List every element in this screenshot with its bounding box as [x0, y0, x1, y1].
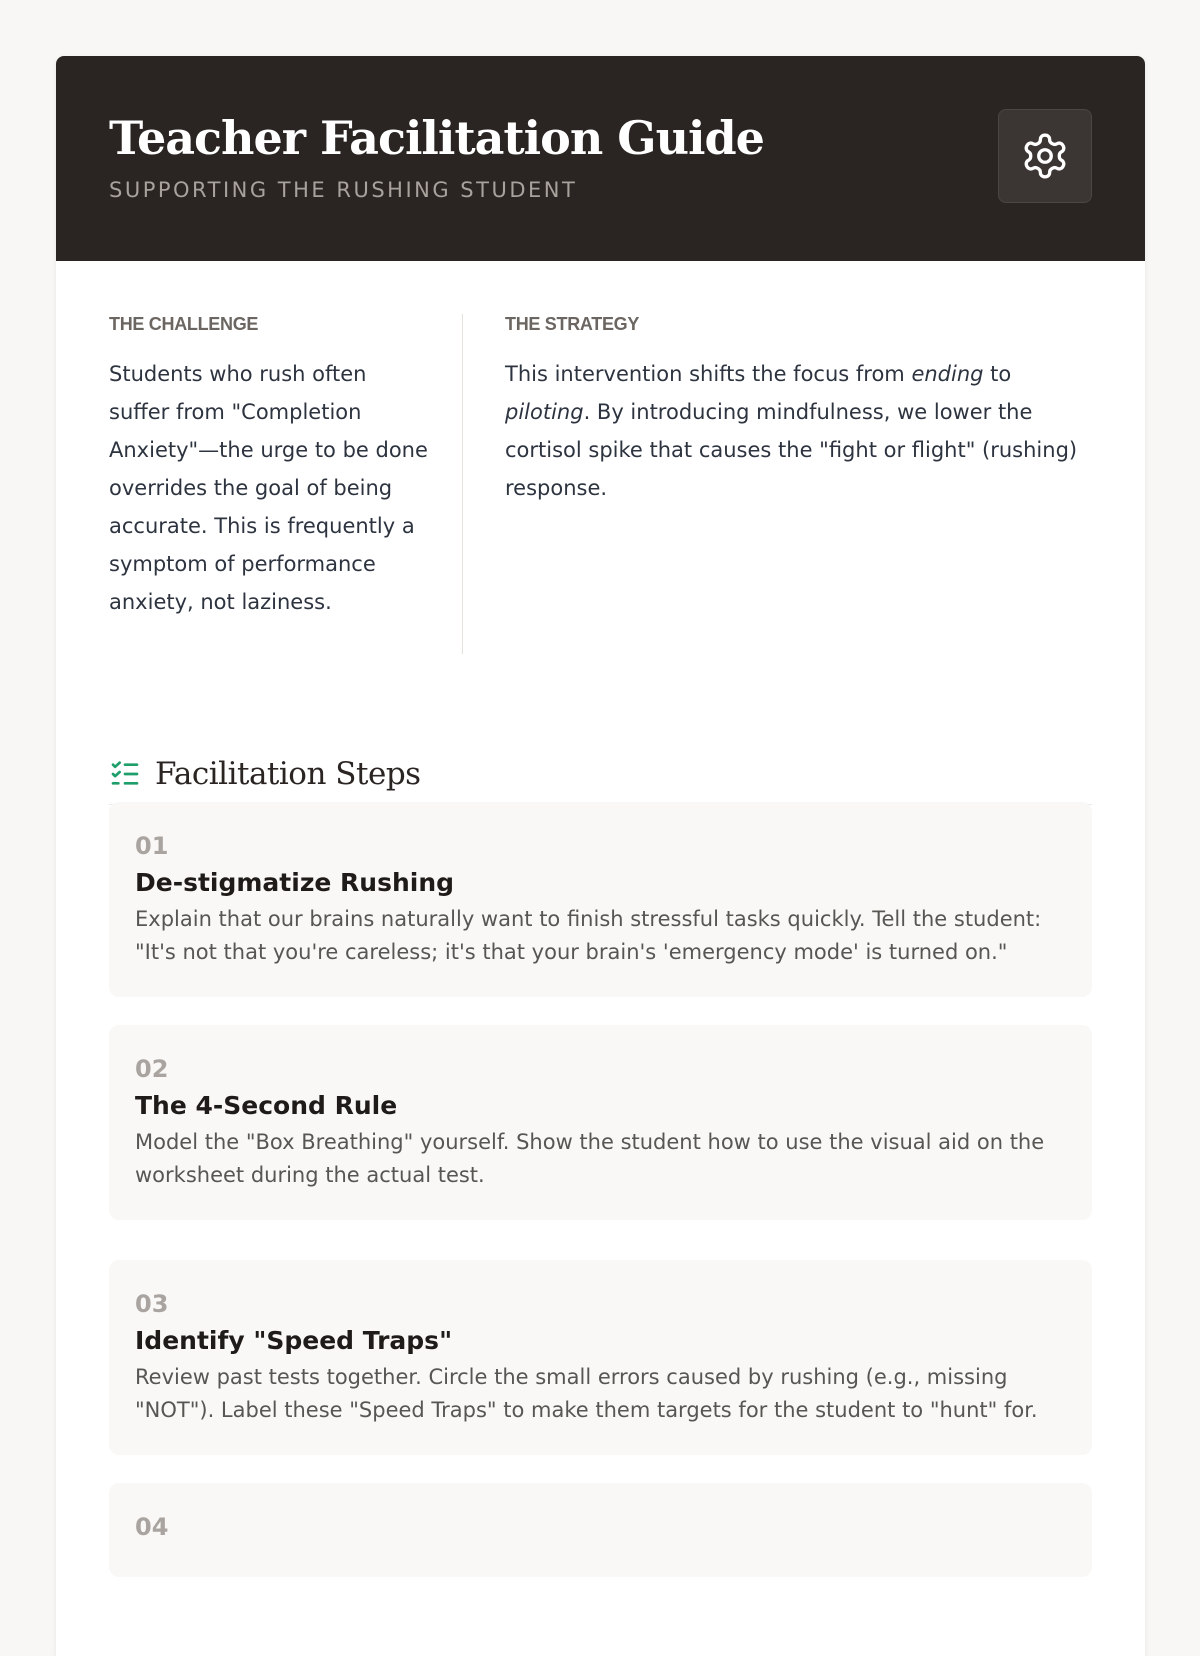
step-description: Model the "Box Breathing" yourself. Show the student how to use the visual aid on the worksheet during the actual test. [135, 1130, 1045, 1187]
steps-section-header [109, 744, 1092, 805]
settings-button[interactable] [998, 109, 1092, 203]
page-title: Teacher Facilitation Guide [109, 111, 764, 165]
strategy-label: THE STRATEGY [505, 314, 640, 334]
step-title: De-stigmatize Rushing [135, 868, 455, 897]
strategy-emphasis-ending: ending [911, 362, 984, 386]
guide-card [56, 56, 1145, 1656]
strategy-text-part: This intervention shifts the focus from [505, 362, 912, 386]
step-description: Explain that our brains naturally want to finish stressful tasks quickly. Tell the student: "It's not that you're careless; it's that your brain's 'emergency mode' is turned on." [135, 907, 1042, 964]
step-number: 03 [135, 1290, 169, 1318]
step-description: Review past tests together. Circle the small errors caused by rushing (e.g., missing "NOT"). Label these "Speed Traps" to make them targets for the student to "hunt" for. [135, 1365, 1038, 1422]
steps-heading: Facilitation Steps [155, 756, 421, 792]
step-card[interactable] [109, 802, 1092, 997]
step-card[interactable] [109, 1260, 1092, 1455]
step-number: 04 [135, 1513, 169, 1541]
challenge-label: THE CHALLENGE [109, 314, 259, 334]
steps-list [109, 802, 1092, 1605]
step-number: 02 [135, 1055, 169, 1083]
intro-section [109, 314, 1092, 654]
strategy-emphasis-piloting: piloting [505, 400, 584, 424]
gear-icon [1020, 131, 1070, 181]
step-number: 01 [135, 832, 169, 860]
strategy-column [463, 314, 1092, 654]
step-card[interactable] [109, 1483, 1092, 1577]
checklist-icon [109, 757, 143, 791]
step-card[interactable] [109, 1025, 1092, 1220]
strategy-text-part: to [983, 362, 1012, 386]
page-subtitle: SUPPORTING THE RUSHING STUDENT [109, 178, 578, 202]
challenge-text: Students who rush often suffer from "Completion Anxiety"—the urge to be done overrides the goal of being accurate. This is frequently a symptom of performance anxiety, not laziness. [109, 362, 428, 614]
step-title: Identify "Speed Traps" [135, 1326, 453, 1355]
strategy-text-part: . By introducing mindfulness, we lower the cortisol spike that causes the "fight or flight" (rushing) response. [505, 400, 1078, 500]
challenge-column [109, 314, 463, 654]
step-title: The 4-Second Rule [135, 1091, 398, 1120]
strategy-text [505, 355, 1092, 507]
guide-header [56, 56, 1145, 261]
